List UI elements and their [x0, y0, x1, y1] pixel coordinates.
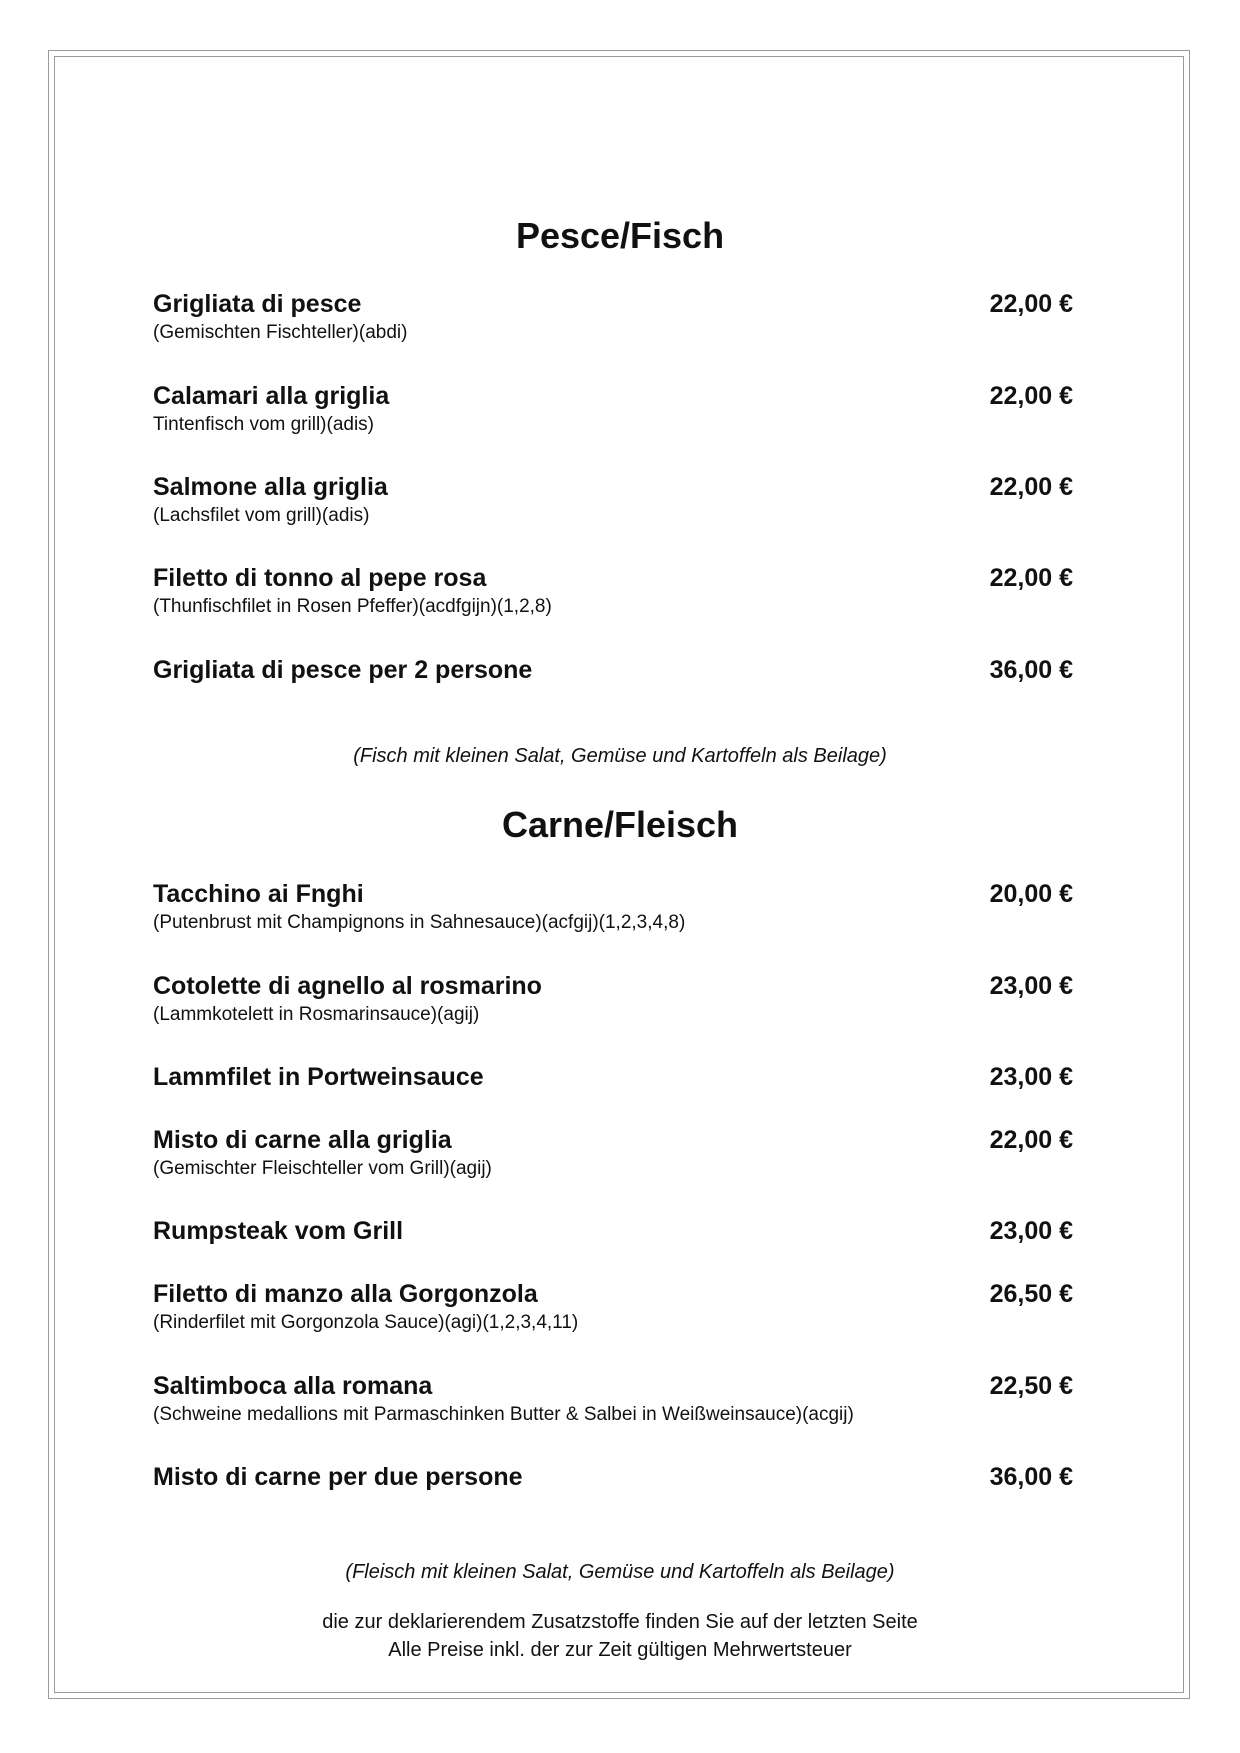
footer-vat-note: Alle Preise inkl. der zur Zeit gültigen Mehrwertsteuer: [388, 1639, 852, 1661]
menu-item: [153, 1370, 1073, 1428]
menu-item-description: (Putenbrust mit Champignons in Sahnesauce)(acfgij)(1,2,3,4,8): [153, 912, 686, 933]
menu-item-name: Filetto di manzo alla Gorgonzola: [153, 1280, 538, 1308]
menu-item-description: (Lammkotelett in Rosmarinsauce)(agij): [153, 1004, 480, 1025]
menu-item: [153, 1061, 1073, 1093]
menu-item-description: (Gemischter Fleischteller vom Grill)(agij): [153, 1158, 492, 1179]
meat-section-title: Carne/Fleisch: [501, 804, 739, 845]
menu-item-description: (Gemischten Fischteller)(abdi): [153, 322, 408, 343]
menu-item-price: 22,00 €: [989, 564, 1073, 592]
menu-item: [153, 471, 1073, 529]
menu-item-name: Misto di carne alla griglia: [153, 1126, 452, 1154]
menu-item: [153, 562, 1073, 620]
menu-item-name: Grigliata di pesce: [153, 290, 362, 318]
menu-item-price: 23,00 €: [989, 1217, 1073, 1245]
menu-item-name: Calamari alla griglia: [153, 382, 390, 410]
menu-item-price: 23,00 €: [989, 972, 1073, 1000]
menu-item-price: 22,00 €: [989, 1126, 1073, 1154]
menu-item: [153, 1215, 1073, 1247]
menu-item-price: 20,00 €: [989, 880, 1073, 908]
menu-item: [153, 288, 1073, 346]
menu-item-name: Grigliata di pesce per 2 persone: [153, 656, 533, 684]
menu-item: [153, 654, 1073, 686]
menu-item-name: Misto di carne per due persone: [153, 1463, 523, 1491]
menu-item-price: 22,00 €: [989, 290, 1073, 318]
menu-item-description: Tintenfisch vom grill)(adis): [153, 414, 375, 435]
menu-item: [153, 1124, 1073, 1182]
menu-item-name: Rumpsteak vom Grill: [153, 1217, 404, 1245]
menu-item-name: Cotolette di agnello al rosmarino: [153, 972, 542, 1000]
menu-item-price: 22,50 €: [989, 1372, 1073, 1400]
menu-item-name: Saltimboca alla romana: [153, 1372, 433, 1400]
menu-item: [153, 1278, 1073, 1336]
menu-item: [153, 1461, 1073, 1493]
menu-item-description: (Thunfischfilet in Rosen Pfeffer)(acdfgijn)(1,2,8): [153, 596, 552, 617]
menu-item-price: 36,00 €: [989, 1463, 1073, 1491]
menu-item-name: Salmone alla griglia: [153, 473, 388, 501]
meat-side-dish-note: (Fleisch mit kleinen Salat, Gemüse und Kartoffeln als Beilage): [345, 1561, 895, 1583]
menu-item: [153, 878, 1073, 936]
menu-item-name: Lammfilet in Portweinsauce: [153, 1063, 484, 1091]
footer-additives-note: die zur deklarierendem Zusatzstoffe finden Sie auf der letzten Seite: [322, 1611, 918, 1633]
menu-item-description: (Lachsfilet vom grill)(adis): [153, 505, 370, 526]
menu-item-price: 22,00 €: [989, 382, 1073, 410]
menu-item-price: 26,50 €: [989, 1280, 1073, 1308]
menu-item: [153, 380, 1073, 438]
menu-item-name: Tacchino ai Fnghi: [153, 880, 364, 908]
fish-side-dish-note: (Fisch mit kleinen Salat, Gemüse und Kartoffeln als Beilage): [353, 745, 887, 767]
menu-item-description: (Schweine medallions mit Parmaschinken Butter & Salbei in Weißweinsauce)(acgij): [153, 1404, 854, 1425]
menu-item-description: (Rinderfilet mit Gorgonzola Sauce)(agi)(1,2,3,4,11): [153, 1312, 579, 1333]
menu-item-price: 22,00 €: [989, 473, 1073, 501]
menu-item-price: 23,00 €: [989, 1063, 1073, 1091]
menu-item: [153, 970, 1073, 1028]
menu-item-price: 36,00 €: [989, 656, 1073, 684]
fish-section-title: Pesce/Fisch: [515, 215, 725, 256]
menu-item-name: Filetto di tonno al pepe rosa: [153, 564, 487, 592]
